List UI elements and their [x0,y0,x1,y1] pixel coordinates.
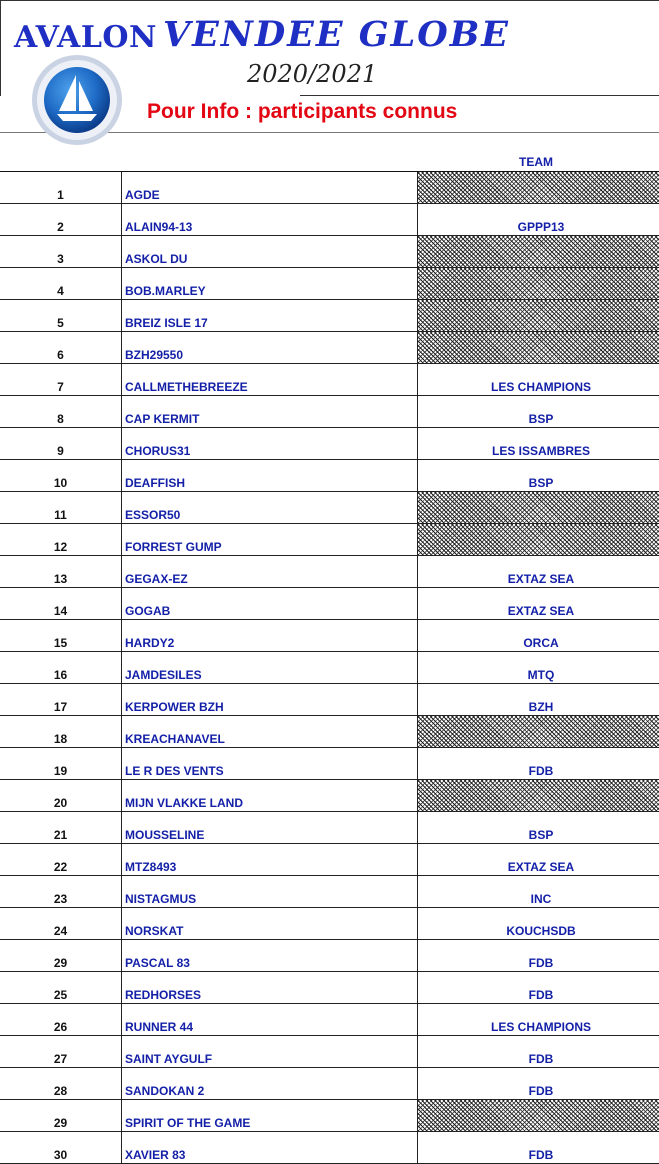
row-number: 18 [0,716,122,748]
brand-name: AVALON [14,20,157,55]
participant-name: ESSOR50 [122,492,418,524]
row-number: 5 [0,300,122,332]
team-name: GPPP13 [418,204,659,236]
team-name: FDB [418,1132,659,1164]
team-name: LES ISSAMBRES [418,428,659,460]
team-empty-hatched [418,492,659,524]
row-number: 25 [0,972,122,1004]
row-number: 3 [0,236,122,268]
team-empty-hatched [418,268,659,300]
table-row [0,1100,659,1132]
participant-name: HARDY2 [122,620,418,652]
table-row [0,716,659,748]
table-row [0,1068,659,1100]
table-row [0,844,659,876]
team-name: LES CHAMPIONS [418,1004,659,1036]
row-number: 30 [0,1132,122,1164]
row-number: 24 [0,908,122,940]
table-row [0,684,659,716]
participant-name: XAVIER 83 [122,1132,418,1164]
participant-name: NORSKAT [122,908,418,940]
team-name: EXTAZ SEA [418,844,659,876]
participant-name: MOUSSELINE [122,812,418,844]
team-name: BSP [418,460,659,492]
table-row [0,620,659,652]
participant-name: JAMDESILES [122,652,418,684]
row-number: 10 [0,460,122,492]
table-row [0,940,659,972]
row-number: 15 [0,620,122,652]
team-name: FDB [418,1036,659,1068]
participant-name: SPIRIT OF THE GAME [122,1100,418,1132]
participant-name: KREACHANAVEL [122,716,418,748]
header-divider [300,95,659,96]
team-name: FDB [418,940,659,972]
team-empty-hatched [418,524,659,556]
table-row [0,812,659,844]
participant-name: SANDOKAN 2 [122,1068,418,1100]
row-number: 23 [0,876,122,908]
table-row [0,972,659,1004]
row-number: 29 [0,1100,122,1132]
table-row [0,908,659,940]
participant-name: REDHORSES [122,972,418,1004]
table-row [0,1132,659,1164]
table-row [0,172,659,204]
table-row [0,588,659,620]
table-row [0,268,659,300]
table-row [0,556,659,588]
row-number: 1 [0,172,122,204]
row-number: 8 [0,396,122,428]
participant-name: LE R DES VENTS [122,748,418,780]
table-row [0,204,659,236]
participant-name: AGDE [122,172,418,204]
season-label: 2020/2021 [247,60,377,88]
participant-name: ASKOL DU [122,236,418,268]
participant-name: CAP KERMIT [122,396,418,428]
participant-name: NISTAGMUS [122,876,418,908]
table-row [0,524,659,556]
info-banner: Pour Info : participants connus [147,100,457,124]
team-empty-hatched [418,780,659,812]
team-empty-hatched [418,332,659,364]
row-number: 11 [0,492,122,524]
table-row [0,748,659,780]
team-empty-hatched [418,300,659,332]
table-row [0,1036,659,1068]
table-row [0,428,659,460]
row-number: 22 [0,844,122,876]
team-name: FDB [418,972,659,1004]
team-empty-hatched [418,1100,659,1132]
team-name: FDB [418,748,659,780]
row-number: 14 [0,588,122,620]
participant-name: FORREST GUMP [122,524,418,556]
table-row [0,780,659,812]
participant-name: CHORUS31 [122,428,418,460]
team-name: BZH [418,684,659,716]
team-name: FDB [418,1068,659,1100]
row-number: 29 [0,940,122,972]
table-row [0,396,659,428]
team-name: ORCA [418,620,659,652]
row-number: 2 [0,204,122,236]
row-number: 20 [0,780,122,812]
participant-name: BOB.MARLEY [122,268,418,300]
team-name: BSP [418,812,659,844]
row-number: 12 [0,524,122,556]
team-name: EXTAZ SEA [418,588,659,620]
team-name: BSP [418,396,659,428]
participant-name: MIJN VLAKKE LAND [122,780,418,812]
participant-name: BZH29550 [122,332,418,364]
page-title: VENDEE GLOBE [163,14,510,55]
table-row [0,300,659,332]
row-number: 21 [0,812,122,844]
row-number: 19 [0,748,122,780]
table-row [0,652,659,684]
row-number: 7 [0,364,122,396]
table-row [0,332,659,364]
row-number: 17 [0,684,122,716]
row-number: 16 [0,652,122,684]
team-name: INC [418,876,659,908]
table-row [0,876,659,908]
team-name: EXTAZ SEA [418,556,659,588]
sailboat-logo-icon [30,53,124,147]
row-number: 6 [0,332,122,364]
team-empty-hatched [418,236,659,268]
participants-table [0,171,659,1164]
participant-name: GEGAX-EZ [122,556,418,588]
participant-name: SAINT AYGULF [122,1036,418,1068]
team-empty-hatched [418,716,659,748]
participant-name: KERPOWER BZH [122,684,418,716]
participant-name: ALAIN94-13 [122,204,418,236]
team-empty-hatched [418,172,659,204]
table-row [0,492,659,524]
participant-name: DEAFFISH [122,460,418,492]
participant-name: MTZ8493 [122,844,418,876]
table-row [0,236,659,268]
row-number: 4 [0,268,122,300]
table-row [0,1004,659,1036]
row-number: 27 [0,1036,122,1068]
participant-name: PASCAL 83 [122,940,418,972]
table-row [0,460,659,492]
team-name: KOUCHSDB [418,908,659,940]
participant-name: RUNNER 44 [122,1004,418,1036]
participant-name: BREIZ ISLE 17 [122,300,418,332]
team-name: LES CHAMPIONS [418,364,659,396]
row-number: 28 [0,1068,122,1100]
participant-name: CALLMETHEBREEZE [122,364,418,396]
row-number: 9 [0,428,122,460]
team-name: MTQ [418,652,659,684]
row-number: 26 [0,1004,122,1036]
table-row [0,364,659,396]
participant-name: GOGAB [122,588,418,620]
row-number: 13 [0,556,122,588]
team-column-header: TEAM [413,155,659,169]
